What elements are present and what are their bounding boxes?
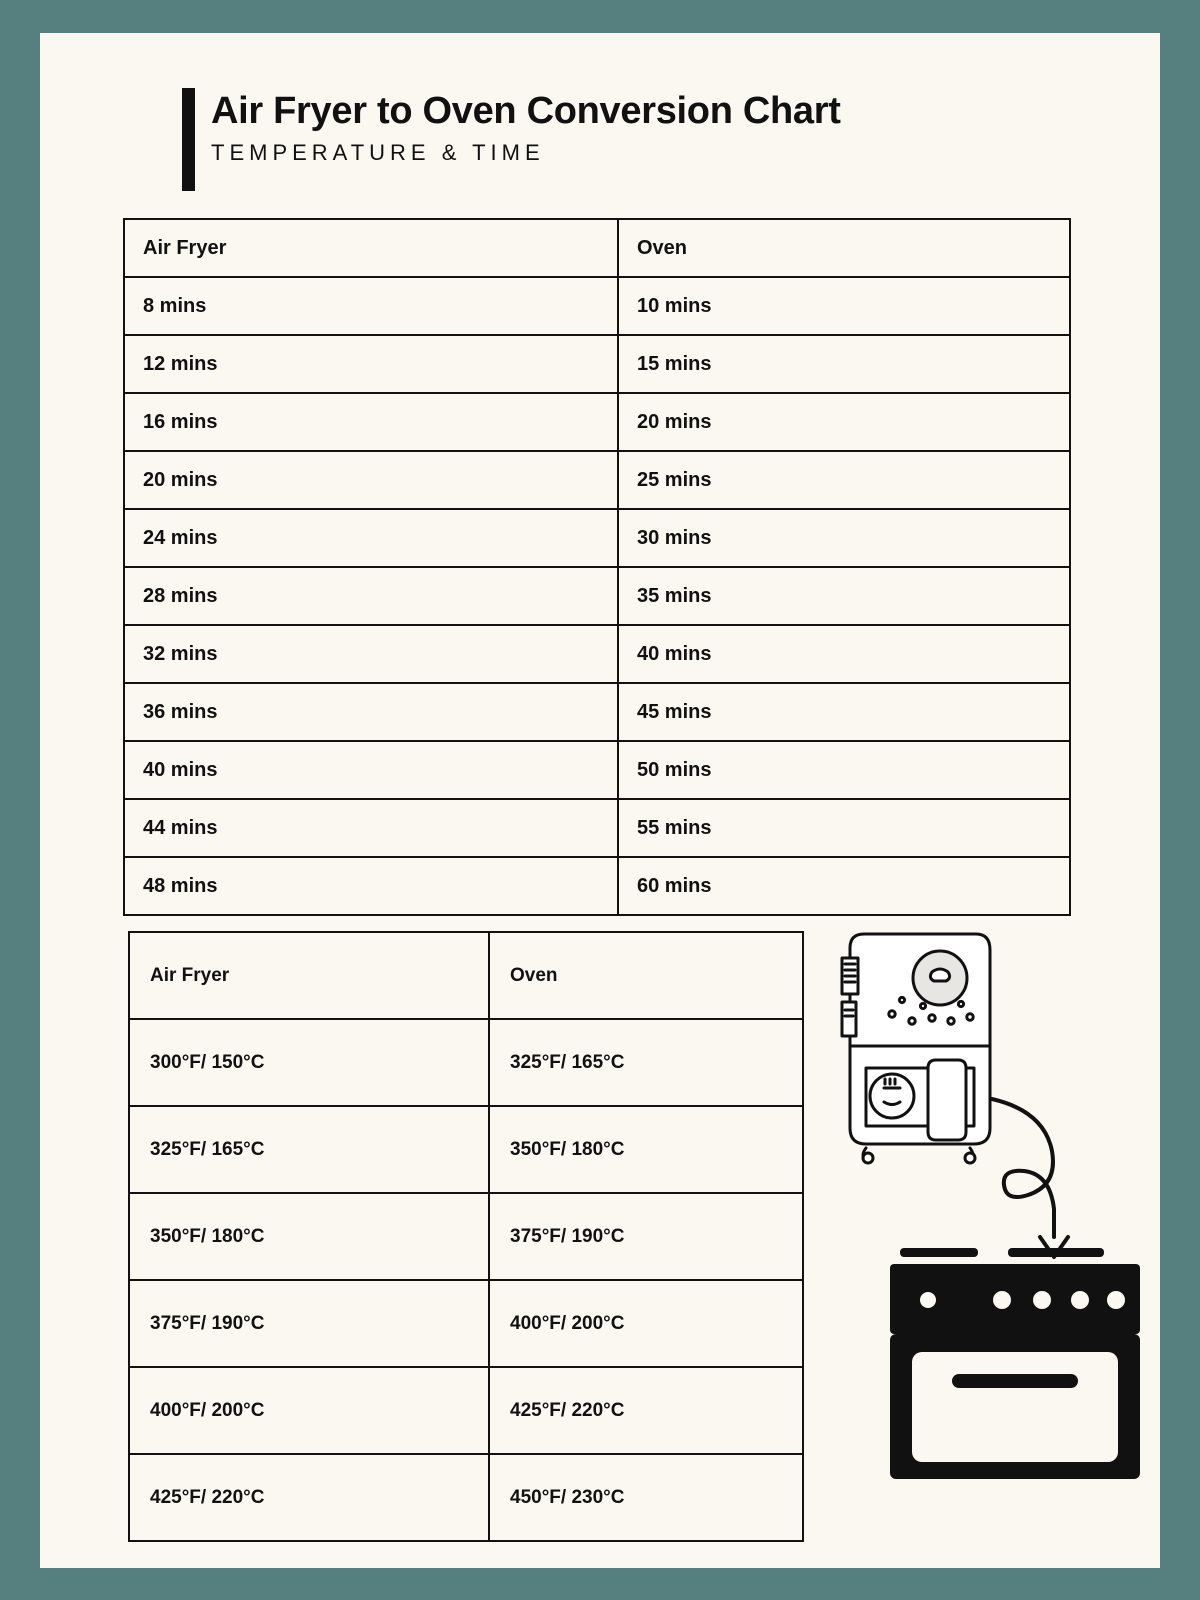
table-row xyxy=(124,277,1070,335)
cell-air-fryer: 40 mins xyxy=(124,741,618,799)
cell-air-fryer: 20 mins xyxy=(124,451,618,509)
poster-header xyxy=(182,88,1082,191)
cell-air-fryer: 44 mins xyxy=(124,799,618,857)
cell-air-fryer: 8 mins xyxy=(124,277,618,335)
table-row xyxy=(124,625,1070,683)
oven-icon xyxy=(890,1248,1140,1493)
title-texts xyxy=(211,88,841,166)
table-row xyxy=(124,393,1070,451)
curved-arrow-icon xyxy=(988,1093,1098,1273)
cell-oven: 20 mins xyxy=(618,393,1070,451)
cell-oven: 60 mins xyxy=(618,857,1070,915)
column-header-air-fryer: Air Fryer xyxy=(124,219,618,277)
cell-air-fryer: 12 mins xyxy=(124,335,618,393)
table-row xyxy=(124,741,1070,799)
cell-oven: 375°F/ 190°C xyxy=(489,1193,803,1280)
page-title: Air Fryer to Oven Conversion Chart xyxy=(211,90,841,132)
column-header-oven: Oven xyxy=(489,932,803,1019)
cell-oven: 40 mins xyxy=(618,625,1070,683)
cell-air-fryer: 400°F/ 200°C xyxy=(129,1367,489,1454)
cell-oven: 425°F/ 220°C xyxy=(489,1367,803,1454)
table-row xyxy=(129,1106,803,1193)
table-header-row xyxy=(124,219,1070,277)
cell-air-fryer: 325°F/ 165°C xyxy=(129,1106,489,1193)
cell-oven: 45 mins xyxy=(618,683,1070,741)
table-row xyxy=(124,799,1070,857)
table-row xyxy=(129,1454,803,1541)
cell-oven: 350°F/ 180°C xyxy=(489,1106,803,1193)
column-header-air-fryer: Air Fryer xyxy=(129,932,489,1019)
cell-air-fryer: 28 mins xyxy=(124,567,618,625)
cell-oven: 10 mins xyxy=(618,277,1070,335)
illustration-group xyxy=(810,918,1140,1538)
cell-air-fryer: 16 mins xyxy=(124,393,618,451)
cell-oven: 450°F/ 230°C xyxy=(489,1454,803,1541)
cell-oven: 25 mins xyxy=(618,451,1070,509)
table-row xyxy=(129,1193,803,1280)
column-header-oven: Oven xyxy=(618,219,1070,277)
table-row xyxy=(124,335,1070,393)
table-row xyxy=(129,1019,803,1106)
cell-air-fryer: 36 mins xyxy=(124,683,618,741)
cell-oven: 325°F/ 165°C xyxy=(489,1019,803,1106)
table-row xyxy=(129,1280,803,1367)
cell-oven: 55 mins xyxy=(618,799,1070,857)
table-row xyxy=(124,857,1070,915)
cell-oven: 400°F/ 200°C xyxy=(489,1280,803,1367)
cell-air-fryer: 375°F/ 190°C xyxy=(129,1280,489,1367)
table-header-row xyxy=(129,932,803,1019)
table-row xyxy=(124,509,1070,567)
cell-air-fryer: 425°F/ 220°C xyxy=(129,1454,489,1541)
cell-oven: 15 mins xyxy=(618,335,1070,393)
cell-oven: 50 mins xyxy=(618,741,1070,799)
table-row xyxy=(129,1367,803,1454)
time-conversion-table xyxy=(123,218,1071,916)
cell-air-fryer: 48 mins xyxy=(124,857,618,915)
cell-oven: 30 mins xyxy=(618,509,1070,567)
poster-page xyxy=(40,33,1160,1568)
table-row xyxy=(124,683,1070,741)
page-subtitle: TEMPERATURE & TIME xyxy=(211,139,545,165)
cell-air-fryer: 350°F/ 180°C xyxy=(129,1193,489,1280)
cell-air-fryer: 32 mins xyxy=(124,625,618,683)
temperature-conversion-table xyxy=(128,931,804,1542)
cell-air-fryer: 24 mins xyxy=(124,509,618,567)
table-row xyxy=(124,451,1070,509)
cell-air-fryer: 300°F/ 150°C xyxy=(129,1019,489,1106)
title-row xyxy=(182,88,1082,191)
cell-oven: 35 mins xyxy=(618,567,1070,625)
title-accent-bar xyxy=(182,88,195,191)
table-row xyxy=(124,567,1070,625)
